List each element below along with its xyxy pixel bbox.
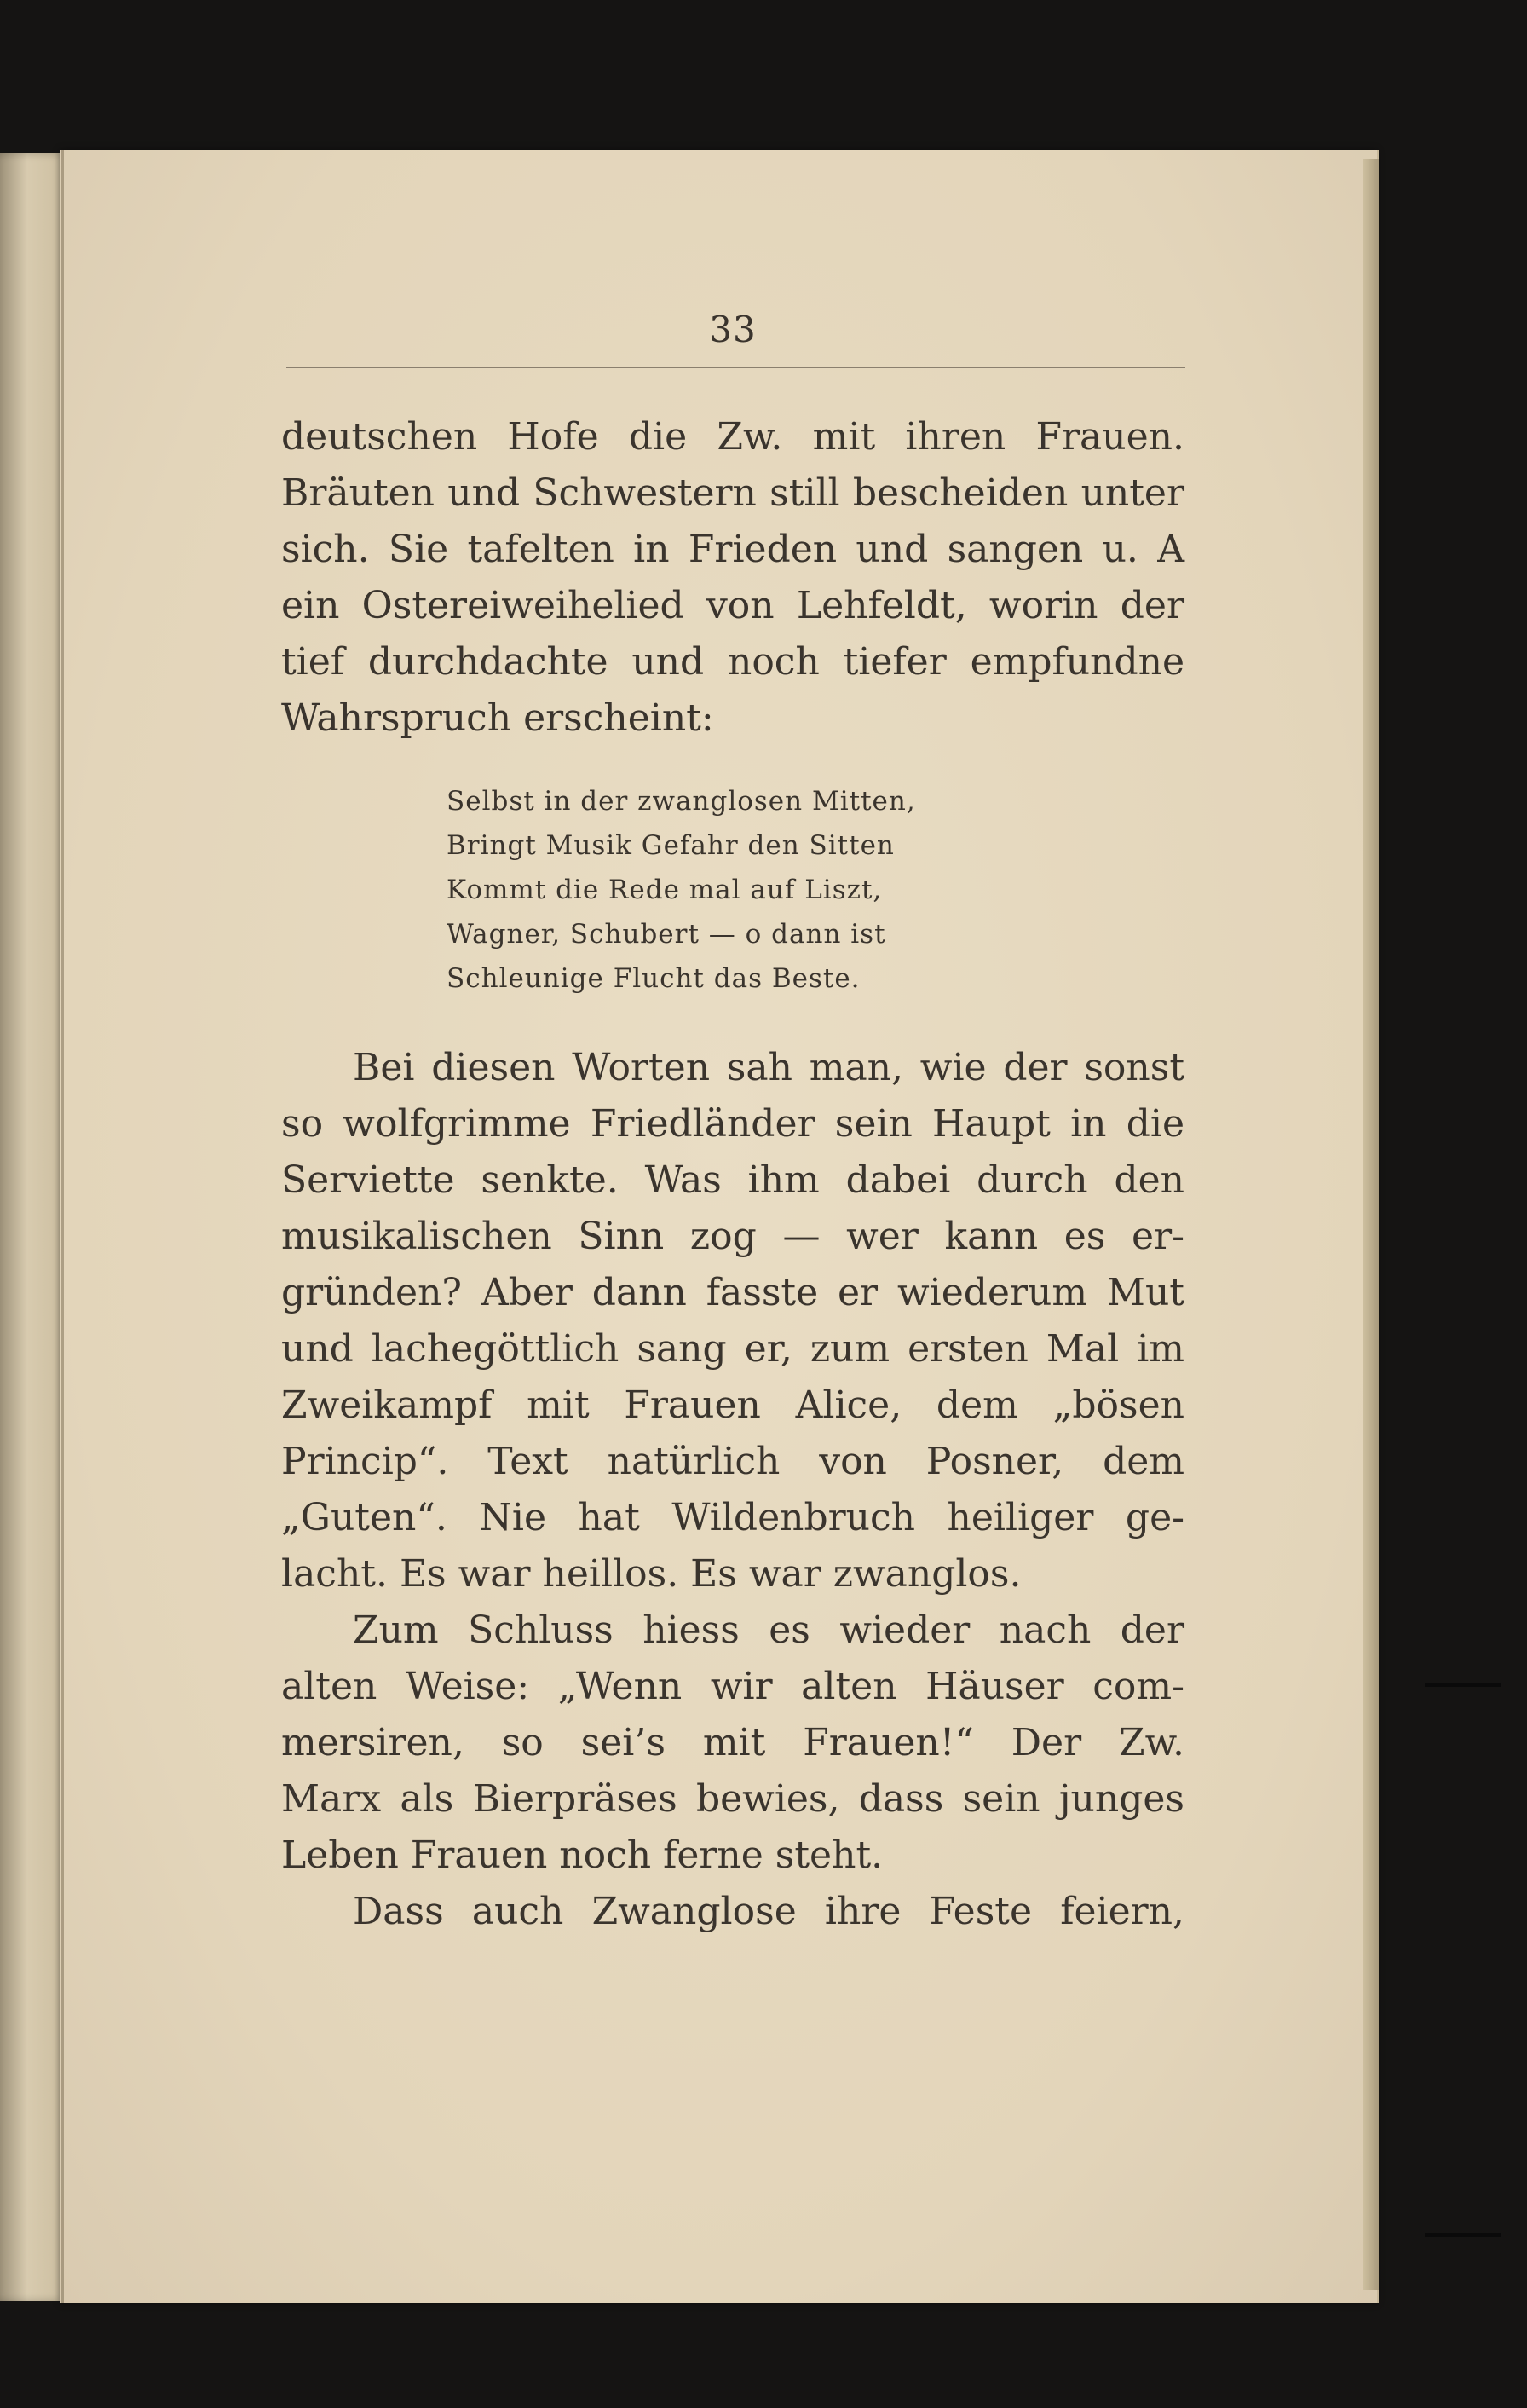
page-number: 33 bbox=[709, 309, 757, 350]
text-line: deutschen Hofe die Zw. mit ihren Frauen. bbox=[281, 415, 1184, 459]
text-line: so wolfgrimme Friedländer sein Haupt in die bbox=[281, 1102, 1184, 1146]
poem-line: Schleunige Flucht das Beste. bbox=[447, 963, 861, 994]
scan-mark-upper bbox=[1425, 1683, 1501, 1687]
text-line: und lachegöttlich sang er, zum ersten Mal im bbox=[281, 1327, 1184, 1371]
text-line: Princip“. Text natürlich von Posner, dem bbox=[281, 1440, 1184, 1483]
poem-line: Bringt Musik Gefahr den Sitten bbox=[447, 830, 895, 861]
text-line: lacht. Es war heillos. Es war zwanglos. bbox=[281, 1552, 1022, 1596]
poem-line: Wagner, Schubert — o dann ist bbox=[447, 919, 886, 950]
poem-line: Kommt die Rede mal auf Liszt, bbox=[447, 875, 883, 905]
text-line: Dass auch Zwanglose ihre Feste feiern, bbox=[353, 1890, 1184, 1933]
text-line: Marx als Bierpräses bewies, dass sein junges bbox=[281, 1777, 1184, 1821]
text-line: mersiren, so sei’s mit Frauen!“ Der Zw. bbox=[281, 1721, 1184, 1764]
header-rule bbox=[286, 367, 1185, 368]
page-right-edge bbox=[1363, 159, 1379, 2290]
text-line: gründen? Aber dann fasste er wiederum Mut bbox=[281, 1271, 1184, 1314]
gutter-line bbox=[61, 150, 64, 2303]
text-line: Wahrspruch erscheint: bbox=[281, 696, 714, 740]
text-line: ein Ostereiweihelied von Lehfeldt, worin der bbox=[281, 584, 1184, 627]
text-line: alten Weise: „Wenn wir alten Häuser com- bbox=[281, 1665, 1184, 1708]
text-line: tief durchdachte und noch tiefer empfundne bbox=[281, 640, 1184, 684]
text-line: Zweikampf mit Frauen Alice, dem „bösen bbox=[281, 1383, 1184, 1427]
text-line: Serviette senkte. Was ihm dabei durch den bbox=[281, 1158, 1184, 1202]
main-paragraphs bbox=[281, 1040, 1184, 1940]
text-line: „Guten“. Nie hat Wildenbruch heiliger ge- bbox=[281, 1496, 1184, 1539]
poem-block bbox=[447, 779, 975, 1001]
text-line: musikalischen Sinn zog — wer kann es er- bbox=[281, 1215, 1184, 1258]
text-line: Zum Schluss hiess es wieder nach der bbox=[353, 1608, 1184, 1652]
text-line: Bei diesen Worten sah man, wie der sonst bbox=[353, 1046, 1184, 1089]
text-line: Leben Frauen noch ferne steht. bbox=[281, 1833, 884, 1877]
intro-paragraph bbox=[281, 409, 1184, 747]
text-line: sich. Sie tafelten in Frieden und sangen u. A bbox=[281, 528, 1184, 571]
left-page-edge bbox=[0, 153, 68, 2301]
scan-mark-lower bbox=[1425, 2233, 1501, 2237]
poem-line: Selbst in der zwanglosen Mitten, bbox=[447, 786, 916, 817]
text-line: Bräuten und Schwestern still bescheiden unter bbox=[281, 471, 1184, 515]
